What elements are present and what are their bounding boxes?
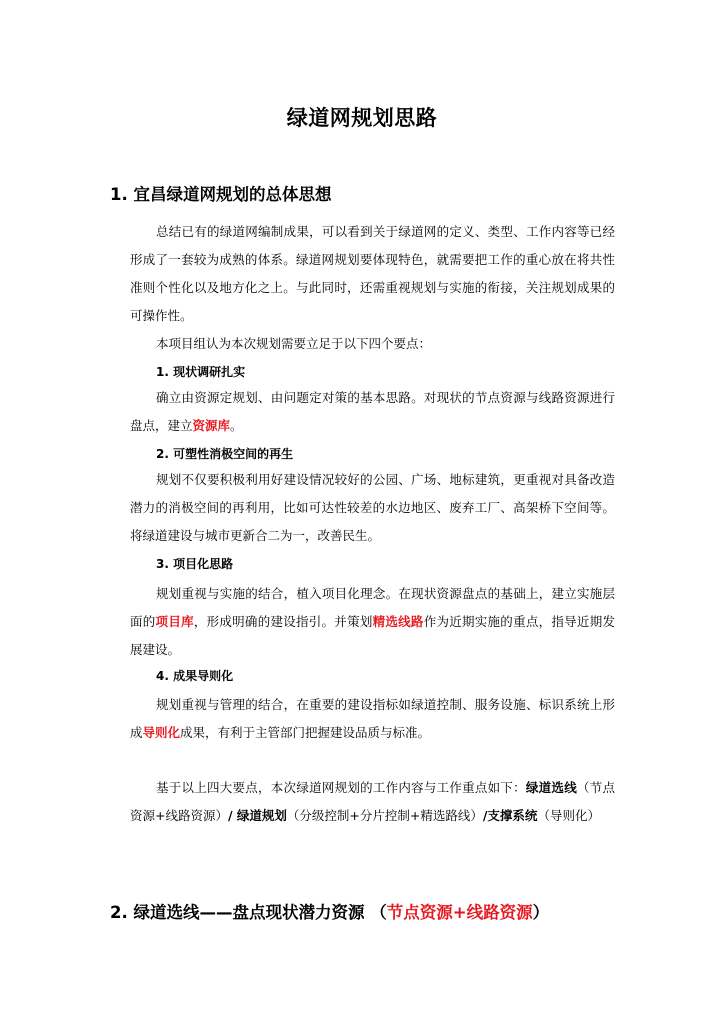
section-1-paragraph-2: 本项目组认为本次规划需要立足于以下四个要点： (156, 336, 432, 351)
section-2-heading: 2. 绿道选线——盘点现状潜力资源 （节点资源+线路资源） (110, 903, 550, 922)
greenway-planning: / 绿道规划 (227, 808, 287, 823)
guideline-highlight: 导则化 (142, 725, 181, 740)
section-1-heading: 1. 宜昌绿道网规划的总体思想 (110, 185, 332, 204)
greenway-route-selection: 绿道选线 (525, 780, 577, 795)
point-3-heading: 3. 项目化思路 (156, 557, 234, 571)
support-system: /支撑系统 (482, 808, 538, 823)
point-2-heading: 2. 可塑性消极空间的再生 (156, 447, 294, 461)
point-4-heading: 4. 成果导则化 (156, 669, 234, 683)
point-1-heading: 1. 现状调研扎实 (156, 365, 246, 379)
selected-routes-highlight: 精选线路 (372, 614, 424, 629)
point-4-text: 规划重视与管理的结合，在重要的建设指标如绿道控制、服务设施、标识系统上形成导则化成果，有利于主管部门把握建设品质与标准。 (130, 697, 615, 740)
project-library-highlight: 项目库 (155, 614, 194, 629)
section-2-highlight: 节点资源+线路资源 (386, 903, 533, 922)
section-1-paragraph-1: 总结已有的绿道网编制成果，可以看到关于绿道网的定义、类型、工作内容等已经形成了一套较为成熟的体系。绿道网规划要体现特色，就需要把工作的重心放在将共性准则个性化以及地方化之上。与此同时，还需重视规划与实施的衔接，关注规划成果的可操作性。 (130, 224, 615, 323)
point-3-text: 规划重视与实施的结合，植入项目化理念。在现状资源盘点的基础上，建立实施层面的项目库，形成明确的建设指引。并策划精选线路作为近期实施的重点，指导近期发展建设。 (130, 586, 615, 657)
summary-paragraph: 基于以上四大要点，本次绿道网规划的工作内容与工作重点如下：绿道选线（节点资源+线路资源）/ 绿道规划（分级控制+分片控制+精选路线）/支撑系统（导则化） (130, 780, 615, 823)
resource-library-highlight: 资源库 (192, 418, 231, 433)
point-2-text: 规划不仅要积极利用好建设情况较好的公园、广场、地标建筑，更重视对具备改造潜力的消极空间的再利用，比如可达性较差的水边地区、废弃工厂、高架桥下空间等。将绿道建设与城市更新合二为一，改善民生。 (130, 472, 615, 543)
point-1-text: 确立由资源定规划、由问题定对策的基本思路。对现状的节点资源与线路资源进行盘点，建立资源库。 (130, 390, 615, 433)
page-title: 绿道网规划思路 (286, 106, 438, 130)
